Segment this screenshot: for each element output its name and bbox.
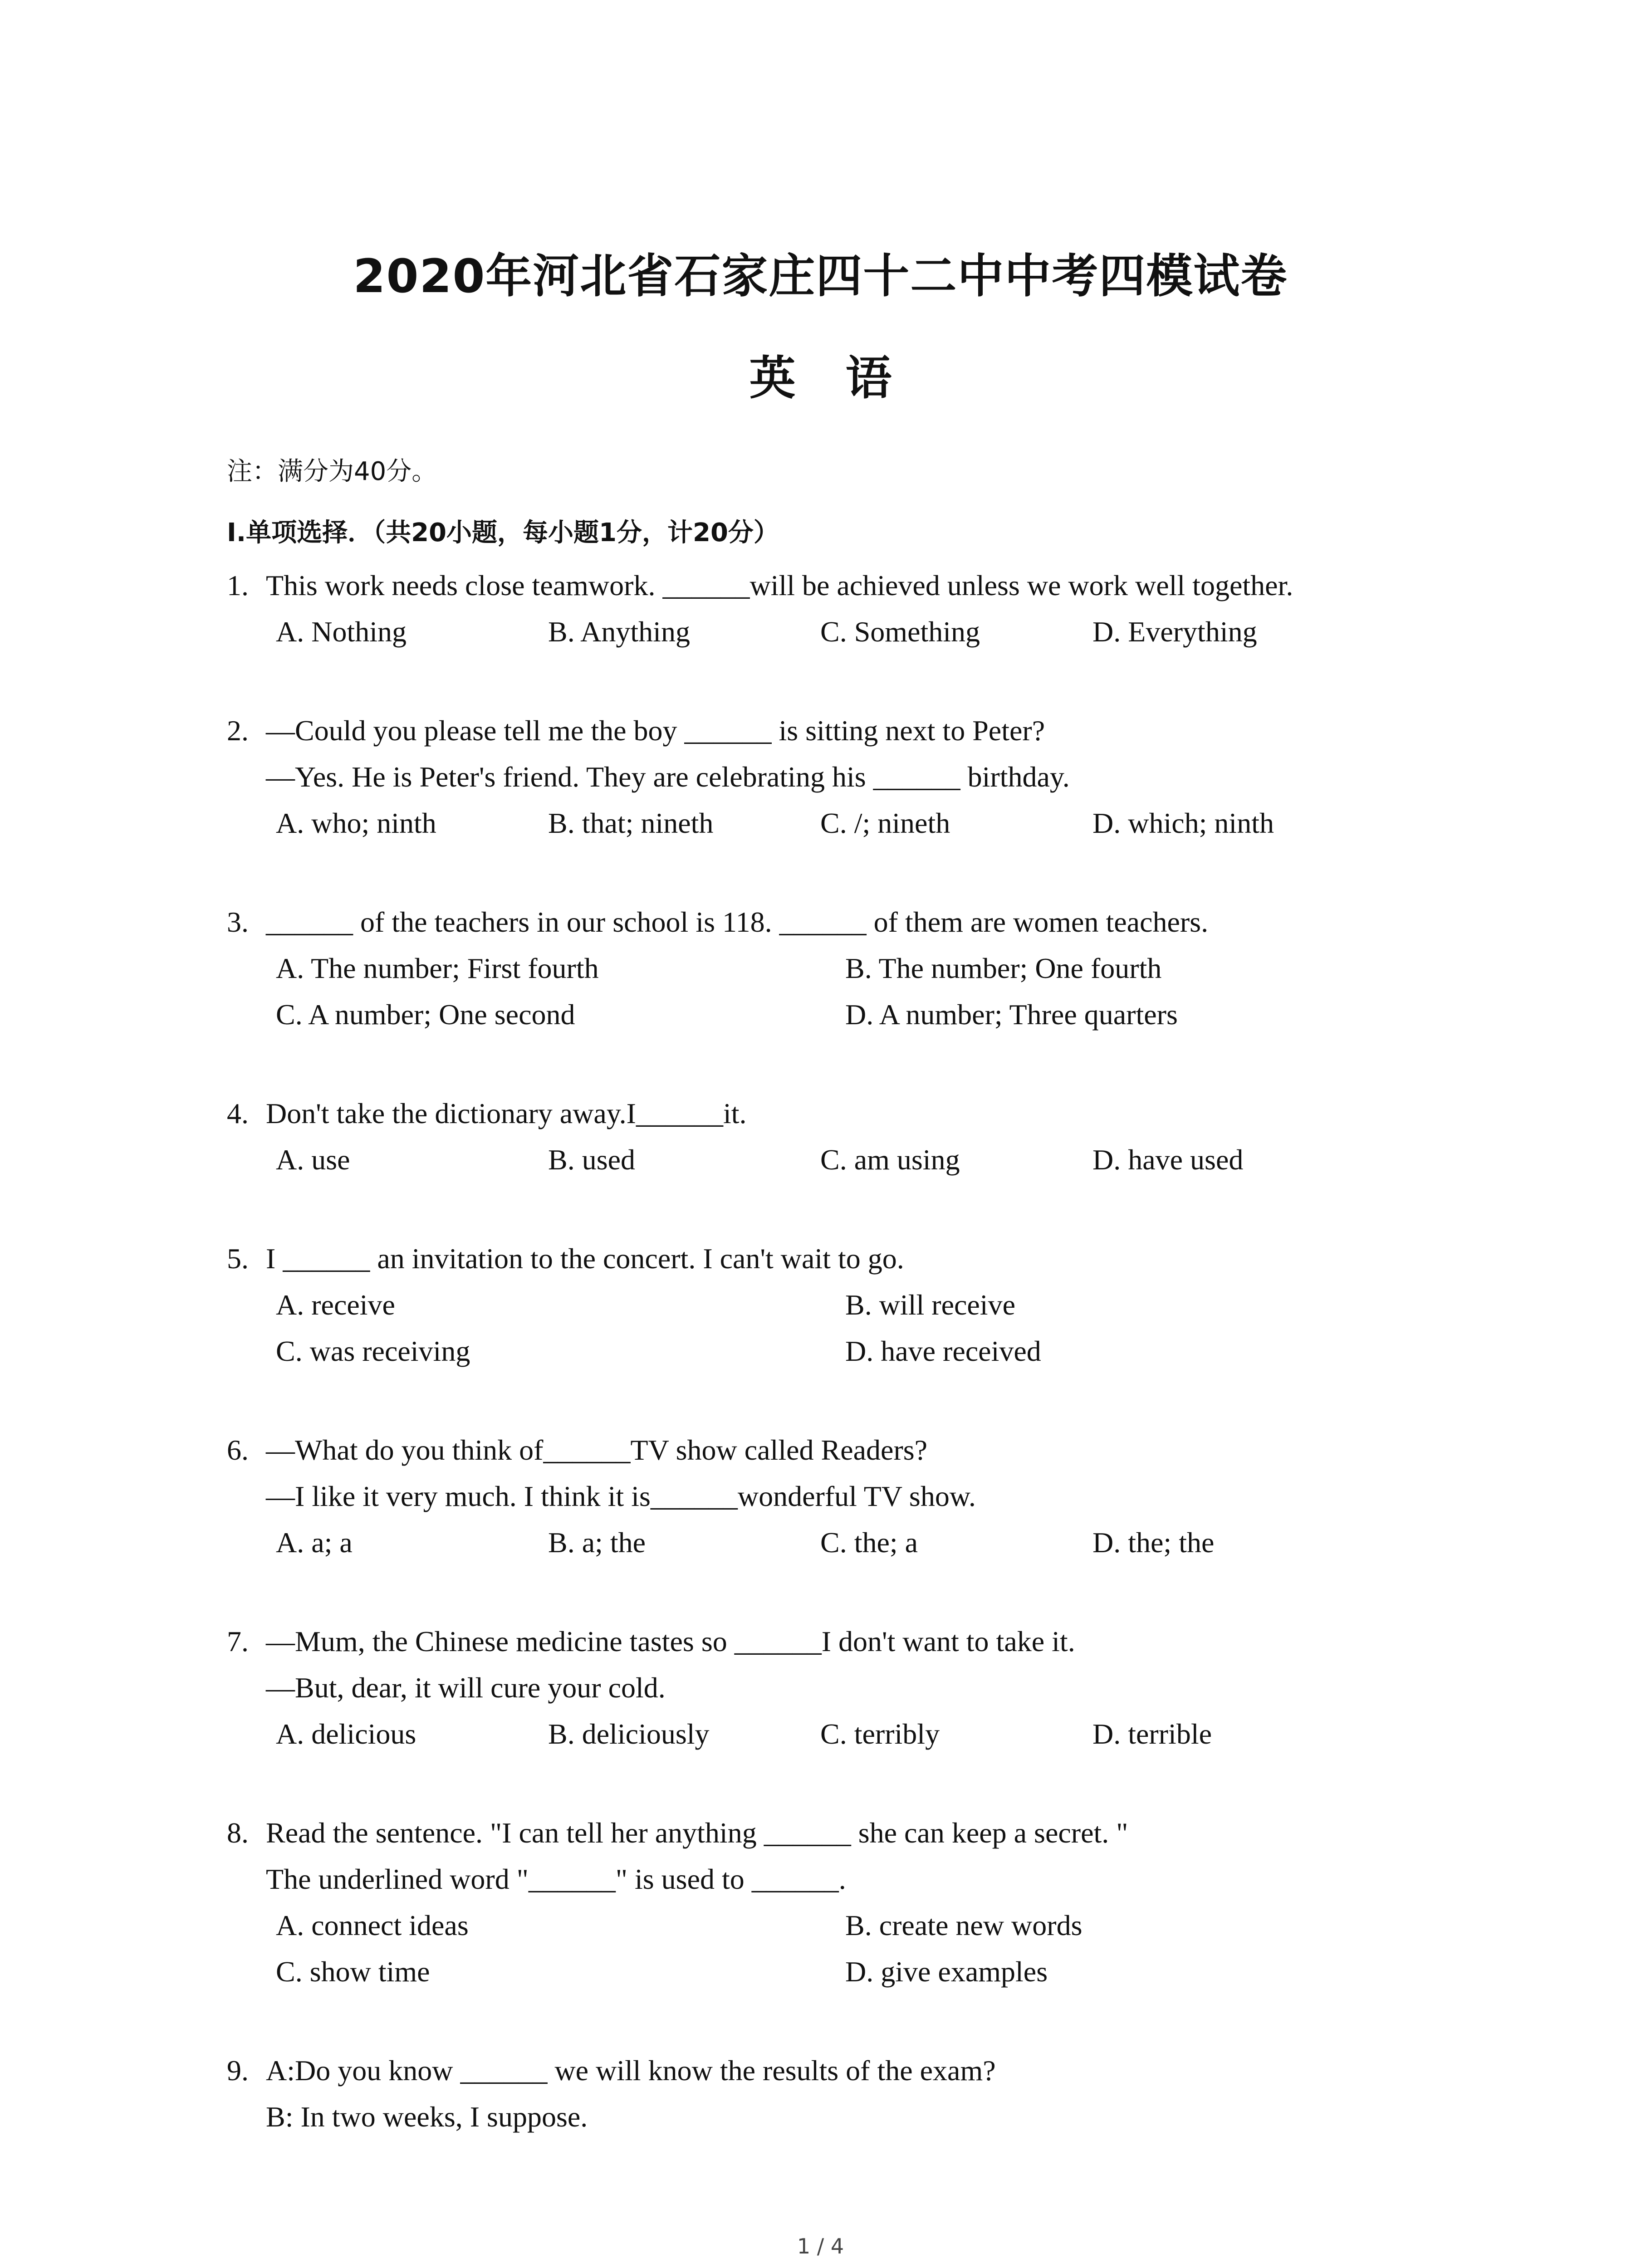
option-a: A. The number; First fourth <box>276 952 599 984</box>
section-heading: I.单项选择．（共20小题，每小题1分，计20分） <box>227 518 779 547</box>
question-line <box>227 708 1406 754</box>
question-text: B: In two weeks, I suppose. <box>266 2101 588 2133</box>
question-text: —Yes. He is Peter's friend. They are celebrating his ______ birthday. <box>266 761 1070 793</box>
option-row <box>276 1520 1406 1566</box>
option-row <box>276 1282 1406 1328</box>
question-text: Don't take the dictionary away.I______it. <box>266 1097 747 1129</box>
option-row <box>276 609 1406 655</box>
question-4 <box>227 1090 1406 1183</box>
page-number: 1 / 4 <box>797 2234 844 2258</box>
question-7 <box>227 1618 1406 1757</box>
question-number: 5. <box>227 1242 249 1275</box>
question-5 <box>227 1236 1406 1374</box>
option-group <box>276 609 1406 655</box>
option-d: D. A number; Three quarters <box>845 998 1178 1031</box>
option-c: C. terribly <box>820 1718 940 1750</box>
question-6 <box>227 1427 1406 1566</box>
option-a: A. a; a <box>276 1526 353 1559</box>
question-line <box>227 2094 1406 2140</box>
question-line <box>227 899 1406 945</box>
option-group <box>276 945 1406 1038</box>
option-row <box>276 945 1406 992</box>
question-line <box>227 1665 1406 1711</box>
option-a: A. use <box>276 1144 350 1176</box>
option-b: B. used <box>548 1144 635 1176</box>
question-line <box>227 1856 1406 1902</box>
question-list <box>227 562 1406 2193</box>
question-text: A:Do you know ______ we will know the results of the exam? <box>266 2054 996 2087</box>
question-line <box>227 1810 1406 1856</box>
option-c: C. the; a <box>820 1526 918 1559</box>
option-group <box>276 1137 1406 1183</box>
question-line <box>227 1090 1406 1137</box>
option-b: B. The number; One fourth <box>845 952 1162 984</box>
option-row <box>276 1902 1406 1949</box>
option-a: A. receive <box>276 1289 395 1321</box>
question-text: —Could you please tell me the boy ______ is sitting next to Peter? <box>266 714 1045 747</box>
question-number: 9. <box>227 2054 249 2087</box>
question-number: 6. <box>227 1434 249 1466</box>
option-c: C. am using <box>820 1144 960 1176</box>
score-note: 注：满分为40分。 <box>227 457 437 486</box>
question-line <box>227 1473 1406 1520</box>
question-text: ______ of the teachers in our school is 118. ______ of them are women teachers. <box>266 906 1209 938</box>
question-text: I ______ an invitation to the concert. I can't wait to go. <box>266 1242 904 1275</box>
question-1 <box>227 562 1406 655</box>
question-line <box>227 562 1406 609</box>
option-group <box>276 1520 1406 1566</box>
question-text: This work needs close teamwork. ______will be achieved unless we work well together. <box>266 569 1293 601</box>
question-line <box>227 2048 1406 2094</box>
option-c: C. /; nineth <box>820 807 950 839</box>
option-a: A. who; ninth <box>276 807 436 839</box>
option-b: B. a; the <box>548 1526 646 1559</box>
option-c: C. show time <box>276 1955 430 1988</box>
option-c: C. A number; One second <box>276 998 575 1031</box>
option-b: B. Anything <box>548 616 690 648</box>
option-a: A. connect ideas <box>276 1909 469 1941</box>
question-text: Read the sentence. "I can tell her anything ______ she can keep a secret. " <box>266 1817 1128 1849</box>
option-a: A. Nothing <box>276 616 407 648</box>
option-d: D. give examples <box>845 1955 1048 1988</box>
question-line <box>227 754 1406 800</box>
page-subtitle: 英语 <box>749 352 942 406</box>
option-row <box>276 1949 1406 1995</box>
question-text: —Mum, the Chinese medicine tastes so ______I don't want to take it. <box>266 1625 1075 1657</box>
option-b: B. will receive <box>845 1289 1015 1321</box>
question-line <box>227 1236 1406 1282</box>
question-line <box>227 1427 1406 1473</box>
option-group <box>276 1282 1406 1374</box>
question-line <box>227 1618 1406 1665</box>
option-group <box>276 1902 1406 1995</box>
option-row <box>276 1711 1406 1757</box>
option-d: D. which; ninth <box>1092 807 1274 839</box>
option-row <box>276 992 1406 1038</box>
question-3 <box>227 899 1406 1038</box>
question-text: The underlined word "______" is used to ______. <box>266 1863 846 1895</box>
question-number: 8. <box>227 1817 249 1849</box>
option-d: D. have received <box>845 1335 1041 1367</box>
option-b: B. that; nineth <box>548 807 714 839</box>
option-group <box>276 800 1406 846</box>
option-row <box>276 1137 1406 1183</box>
question-text: —What do you think of______TV show called Readers? <box>266 1434 928 1466</box>
question-number: 3. <box>227 906 249 938</box>
option-c: C. Something <box>820 616 980 648</box>
option-d: D. terrible <box>1092 1718 1212 1750</box>
question-number: 7. <box>227 1625 249 1657</box>
option-b: B. create new words <box>845 1909 1083 1941</box>
option-c: C. was receiving <box>276 1335 470 1367</box>
option-b: B. deliciously <box>548 1718 710 1750</box>
question-number: 2. <box>227 714 249 747</box>
option-d: D. have used <box>1092 1144 1244 1176</box>
question-text: —I like it very much. I think it is______wonderful TV show. <box>266 1480 976 1512</box>
option-d: D. the; the <box>1092 1526 1215 1559</box>
option-row <box>276 1328 1406 1374</box>
question-8 <box>227 1810 1406 1995</box>
option-group <box>276 1711 1406 1757</box>
question-number: 4. <box>227 1097 249 1129</box>
question-number: 1. <box>227 569 249 601</box>
option-a: A. delicious <box>276 1718 416 1750</box>
option-d: D. Everything <box>1092 616 1257 648</box>
question-text: —But, dear, it will cure your cold. <box>266 1672 666 1704</box>
page-title: 2020年河北省石家庄四十二中中考四模试卷 <box>353 249 1288 303</box>
question-2 <box>227 708 1406 846</box>
option-row <box>276 800 1406 846</box>
question-9 <box>227 2048 1406 2140</box>
